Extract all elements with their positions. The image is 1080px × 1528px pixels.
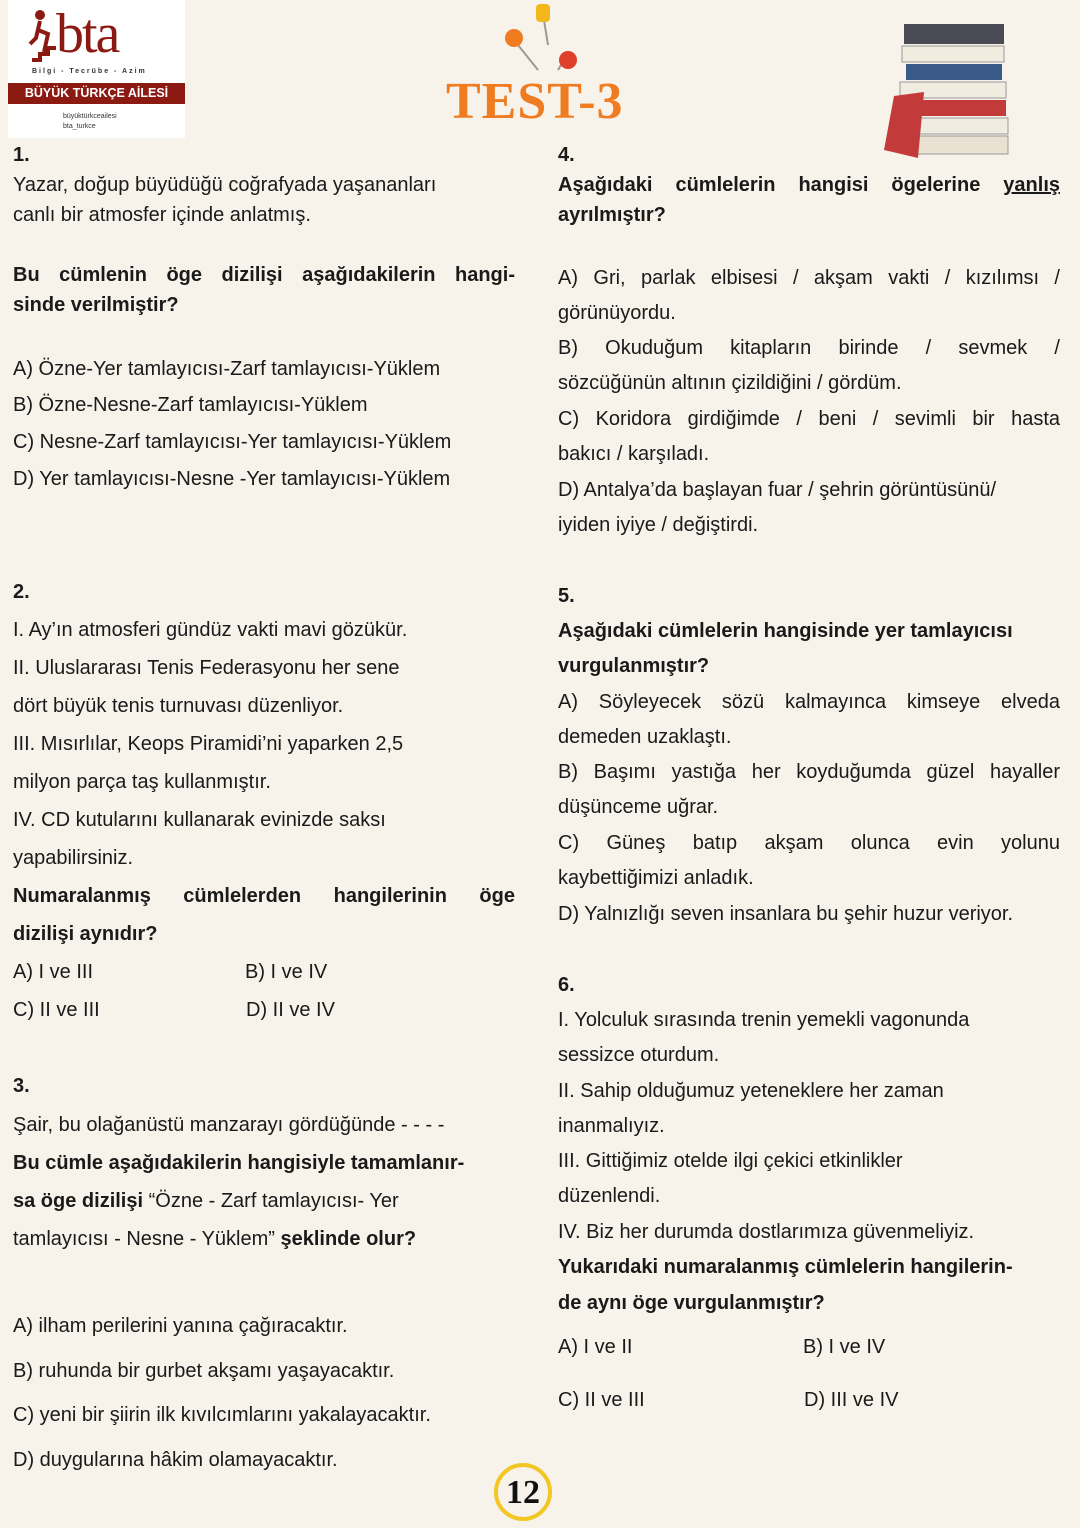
- q4-stem-underlined: yanlış: [1003, 174, 1060, 196]
- q1-option-b[interactable]: B) Özne-Nesne-Zarf tamlayıcısı-Yüklem: [13, 394, 368, 416]
- q1-option-d[interactable]: D) Yer tamlayıcısı-Nesne -Yer tamlayıcısı-Yüklem: [13, 468, 451, 490]
- q2-option-c[interactable]: C) II ve III: [13, 999, 100, 1021]
- q2-option-d[interactable]: D) II ve IV: [246, 999, 335, 1021]
- q2-text: dört büyük tenis turnuvası düzenliyor.: [13, 695, 344, 717]
- q3-option-b[interactable]: B) ruhunda bir gurbet akşamı yaşayacaktır.: [13, 1360, 395, 1382]
- q3-stem: Bu cümle aşağıdakilerin hangisiyle tamamlanır-: [13, 1152, 465, 1174]
- q3-number: 3.: [13, 1075, 30, 1097]
- q2-text: I. Ay’ın atmosferi gündüz vakti mavi gözükür.: [13, 619, 408, 641]
- q5-option-d[interactable]: D) Yalnızlığı seven insanlara bu şehir huzur veriyor.: [558, 903, 1014, 925]
- q4-stem-text: Aşağıdaki cümlelerin hangisi ögelerine: [558, 174, 1004, 196]
- q2-text: milyon parça taş kullanmıştır.: [13, 771, 271, 793]
- q5-option-a[interactable]: A) Söyleyecek sözü kalmayınca kimseye elveda: [558, 691, 1060, 713]
- q6-text: düzenlendi.: [558, 1185, 661, 1207]
- q4-option-c[interactable]: bakıcı / karşıladı.: [558, 443, 710, 465]
- q6-text: II. Sahip olduğumuz yeteneklere her zaman: [558, 1080, 944, 1102]
- books-stack-icon: [884, 22, 1012, 160]
- q4-option-c[interactable]: C) Koridora girdiğimde / beni / sevimli bir hasta: [558, 408, 1060, 430]
- q4-stem: [558, 173, 1060, 197]
- q4-option-a[interactable]: görünüyordu.: [558, 302, 676, 324]
- q4-option-a[interactable]: A) Gri, parlak elbisesi / akşam vakti / kızılımsı /: [558, 267, 1060, 289]
- q3-stem-bold: sa öge dizilişi: [13, 1190, 144, 1212]
- q2-number: 2.: [13, 581, 30, 603]
- q5-option-a[interactable]: demeden uzaklaştı.: [558, 726, 732, 748]
- q3-stem: [13, 1189, 399, 1213]
- page-number: 12: [494, 1463, 552, 1521]
- facebook-handle: büyüktürkceailesi: [63, 113, 117, 120]
- q6-text: III. Gittiğimiz otelde ilgi çekici etkinlikler: [558, 1150, 903, 1172]
- q6-stem: Yukarıdaki numaralanmış cümlelerin hangilerin-: [558, 1256, 1013, 1278]
- q1-text: Yazar, doğup büyüdüğü coğrafyada yaşananları: [13, 174, 437, 196]
- q2-stem: Numaralanmış cümlelerden hangilerinin öge: [13, 885, 515, 907]
- bta-logo: [8, 0, 185, 138]
- q2-text: III. Mısırlılar, Keops Piramidi’ni yaparken 2,5: [13, 733, 404, 755]
- q1-stem: sinde verilmiştir?: [13, 294, 179, 316]
- q5-stem: Aşağıdaki cümlelerin hangisinde yer tamlayıcısı: [558, 620, 1013, 642]
- q1-stem: Bu cümlenin öge dizilişi aşağıdakilerin hangi-: [13, 264, 515, 286]
- q2-text: yapabilirsiniz.: [13, 847, 134, 869]
- q5-option-c[interactable]: kaybettiğimizi anladık.: [558, 867, 754, 889]
- q6-stem: de aynı öge vurgulanmıştır?: [558, 1292, 825, 1314]
- logo-text: bta: [56, 3, 119, 65]
- q4-option-b[interactable]: B) Okuduğum kitapların birinde / sevmek /: [558, 337, 1060, 359]
- q6-text: inanmalıyız.: [558, 1115, 665, 1137]
- q6-text: sessizce oturdum.: [558, 1044, 720, 1066]
- climbing-figure-icon: [28, 8, 56, 64]
- q3-stem-bold: şeklinde olur?: [280, 1228, 417, 1250]
- q5-option-b[interactable]: düşünceme uğrar.: [558, 796, 719, 818]
- logo-motto: Bilgi - Tecrübe - Azim: [32, 68, 147, 75]
- q4-stem: ayrılmıştır?: [558, 204, 666, 226]
- q1-number: 1.: [13, 144, 30, 166]
- q2-stem: dizilişi aynıdır?: [13, 923, 158, 945]
- q2-option-b[interactable]: B) I ve IV: [245, 961, 328, 983]
- q2-text: IV. CD kutularını kullanarak evinizde saksı: [13, 809, 386, 831]
- q3-option-a[interactable]: A) ilham perilerini yanına çağıracaktır.: [13, 1315, 348, 1337]
- q6-option-a[interactable]: A) I ve II: [558, 1336, 633, 1358]
- q3-stem: [13, 1227, 416, 1251]
- q1-option-a[interactable]: A) Özne-Yer tamlayıcısı-Zarf tamlayıcısı-Yüklem: [13, 358, 441, 380]
- q4-option-d[interactable]: iyiden iyiye / değiştirdi.: [558, 514, 759, 536]
- q6-option-c[interactable]: C) II ve III: [558, 1389, 645, 1411]
- q2-option-a[interactable]: A) I ve III: [13, 961, 94, 983]
- q3-text: Şair, bu olağanüstü manzarayı gördüğünde - - - -: [13, 1114, 445, 1136]
- q4-option-b[interactable]: sözcüğünün altının çizildiğini / gördüm.: [558, 372, 902, 394]
- q2-text: II. Uluslararası Tenis Federasyonu her sene: [13, 657, 400, 679]
- q3-stem-quote: “Özne - Zarf tamlayıcısı- Yer: [143, 1190, 399, 1212]
- q6-number: 6.: [558, 974, 575, 996]
- q5-option-c[interactable]: C) Güneş batıp akşam olunca evin yolunu: [558, 832, 1060, 854]
- q6-option-b[interactable]: B) I ve IV: [803, 1336, 886, 1358]
- q6-text: IV. Biz her durumda dostlarımıza güvenmeliyiz.: [558, 1221, 975, 1243]
- test-title: TEST-3: [446, 73, 624, 130]
- q6-option-d[interactable]: D) III ve IV: [804, 1389, 899, 1411]
- pushpins-icon: [498, 0, 582, 80]
- q3-stem-quote: tamlayıcısı - Nesne - Yüklem”: [13, 1228, 281, 1250]
- instagram-handle: bta_turkce: [63, 123, 96, 130]
- q4-option-d[interactable]: D) Antalya’da başlayan fuar / şehrin görüntüsünü/: [558, 479, 997, 501]
- logo-band: BÜYÜK TÜRKÇE AİLESİ: [8, 83, 185, 104]
- q6-text: I. Yolculuk sırasında trenin yemekli vagonunda: [558, 1009, 970, 1031]
- q1-text: canlı bir atmosfer içinde anlatmış.: [13, 204, 311, 226]
- q3-option-d[interactable]: D) duygularına hâkim olamayacaktır.: [13, 1449, 338, 1471]
- q1-option-c[interactable]: C) Nesne-Zarf tamlayıcısı-Yer tamlayıcısı-Yüklem: [13, 431, 452, 453]
- q3-option-c[interactable]: C) yeni bir şiirin ilk kıvılcımlarını yakalayacaktır.: [13, 1404, 431, 1426]
- q5-option-b[interactable]: B) Başımı yastığa her koyduğumda güzel hayaller: [558, 761, 1060, 783]
- q4-number: 4.: [558, 144, 575, 166]
- q5-stem: vurgulanmıştır?: [558, 655, 710, 677]
- q5-number: 5.: [558, 585, 575, 607]
